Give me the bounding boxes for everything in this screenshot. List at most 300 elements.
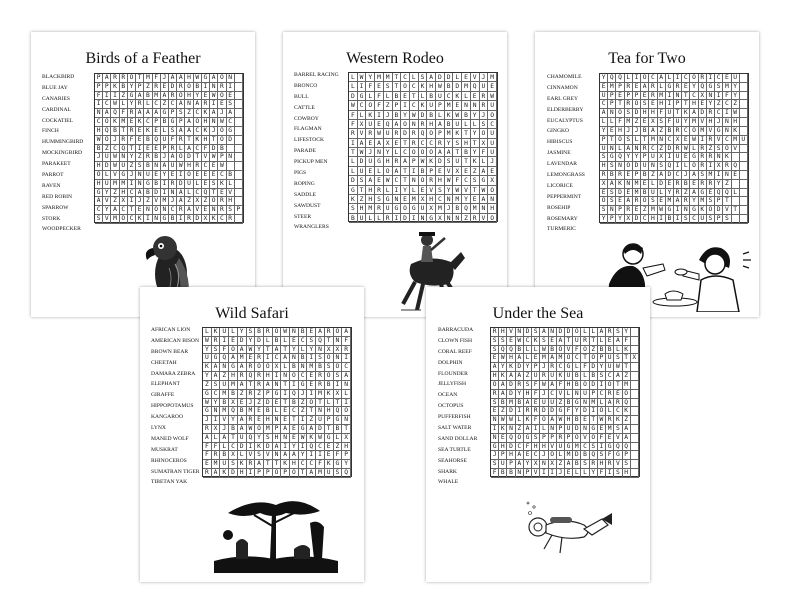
grid-cell: Q <box>616 74 624 83</box>
grid-cell: O <box>307 399 316 408</box>
grid-cell: O <box>488 214 497 223</box>
grid-cell: Z <box>255 390 264 399</box>
grid-cell: G <box>557 407 565 416</box>
grid-cell: H <box>488 204 497 213</box>
grid-cell: D <box>185 153 193 162</box>
grid-cell: M <box>307 363 316 372</box>
grid-cell: L <box>598 399 606 408</box>
word-list-item: LAVENDAR <box>547 161 578 168</box>
grid-row <box>203 451 351 460</box>
grid-cell: F <box>573 346 581 355</box>
grid-cell: R <box>699 162 707 171</box>
grid-cell: C <box>194 127 202 136</box>
grid-cell: H <box>499 443 507 452</box>
grid-cell: F <box>95 92 103 101</box>
grid-cell: T <box>462 157 471 166</box>
grid-cell <box>740 162 748 171</box>
grid-cell: R <box>427 176 436 185</box>
grid-cell: W <box>210 153 218 162</box>
grid-cell: R <box>349 129 358 138</box>
grid-cell: L <box>480 157 489 166</box>
grid-cell: Z <box>111 189 119 198</box>
grid-cell <box>740 109 748 118</box>
word-list-item: CHAMOMILE <box>547 74 582 80</box>
grid-cell: O <box>419 148 428 157</box>
grid-cell: Q <box>616 153 624 162</box>
grid-cell: U <box>674 153 682 162</box>
grid-cell: E <box>290 434 299 443</box>
grid-cell: I <box>227 83 235 92</box>
grid-cell: L <box>581 469 589 478</box>
grid-cell: I <box>375 111 384 120</box>
grid-cell: Y <box>690 83 698 92</box>
grid-cell: R <box>177 136 185 145</box>
grid-cell: O <box>488 186 497 195</box>
grid-cell: O <box>177 92 185 101</box>
grid-cell: S <box>212 346 221 355</box>
grid-cell: Q <box>732 162 740 171</box>
grid-cell: N <box>445 214 454 223</box>
grid-cell: I <box>95 100 103 109</box>
grid-cell: E <box>375 176 384 185</box>
grid-cell: I <box>247 443 256 452</box>
grid-cell: A <box>290 451 299 460</box>
grid-cell: A <box>281 425 290 434</box>
grid-cell: R <box>581 337 589 346</box>
grid-cell: Q <box>153 136 161 145</box>
grid-cell: B <box>462 148 471 157</box>
grid-cell: G <box>606 443 614 452</box>
grid-cell: L <box>375 167 384 176</box>
grid-cell: Q <box>608 74 616 83</box>
grid-cell <box>235 189 243 198</box>
grid-cell: N <box>290 328 299 337</box>
grid-cell: S <box>491 337 499 346</box>
grid-cell: K <box>723 153 731 162</box>
grid-cell: S <box>581 460 589 469</box>
grid-cell: D <box>436 73 445 82</box>
grid-cell: C <box>218 171 226 180</box>
grid-cell: I <box>393 186 402 195</box>
word-list-item: CINNAMON <box>547 84 578 91</box>
word-list-item: SEAHORSE <box>438 457 467 464</box>
grid-cell: R <box>153 83 161 92</box>
grid-cell: E <box>453 101 462 110</box>
grid-cell: D <box>590 381 598 390</box>
grid-cell: R <box>590 460 598 469</box>
grid-cell: I <box>349 139 358 148</box>
grid-cell: P <box>590 390 598 399</box>
grid-cell: X <box>658 153 666 162</box>
grid-cell: E <box>488 167 497 176</box>
grid-row <box>600 118 748 127</box>
grid-cell <box>740 127 748 136</box>
grid-row <box>349 176 497 185</box>
grid-cell <box>631 346 639 355</box>
grid-cell: A <box>136 109 144 118</box>
grid-cell: F <box>220 346 229 355</box>
grid-cell: D <box>590 363 598 372</box>
grid-cell: P <box>103 83 111 92</box>
grid-cell: N <box>120 153 128 162</box>
grid-cell: T <box>590 416 598 425</box>
grid-cell: Z <box>307 416 316 425</box>
grid-cell: I <box>707 162 715 171</box>
grid-cell: B <box>229 425 238 434</box>
grid-cell: G <box>393 204 402 213</box>
grid-cell: W <box>247 346 256 355</box>
grid-cell: O <box>616 136 624 145</box>
grid-cell: C <box>299 372 308 381</box>
grid-cell: H <box>95 127 103 136</box>
grid-cell: W <box>436 82 445 91</box>
grid-cell: M <box>229 381 238 390</box>
grid-cell: I <box>715 171 723 180</box>
grid-cell: N <box>649 162 657 171</box>
grid-cell: Z <box>334 443 343 452</box>
grid-cell: C <box>401 148 410 157</box>
letter-grid <box>202 327 352 477</box>
grid-cell: S <box>247 328 256 337</box>
grid-cell: F <box>316 460 325 469</box>
grid-cell: T <box>616 100 624 109</box>
grid-cell: R <box>674 83 682 92</box>
grid-row <box>95 145 243 154</box>
grid-cell: G <box>334 416 343 425</box>
grid-cell: V <box>153 197 161 206</box>
grid-cell: A <box>549 381 557 390</box>
grid-cell: I <box>358 82 367 91</box>
grid-cell: D <box>573 451 581 460</box>
grid-cell: R <box>625 206 633 215</box>
word-list-item: SHARK <box>438 468 457 475</box>
grid-cell: Z <box>144 83 152 92</box>
puzzle-title: Wild Safari <box>215 305 289 322</box>
word-list-item: MOCKINGBIRD <box>42 150 83 157</box>
grid-cell: K <box>220 469 229 478</box>
word-list-item: BLUE JAY <box>42 84 68 91</box>
grid-cell: Y <box>255 434 264 443</box>
grid-cell: M <box>606 425 614 434</box>
grid-cell: J <box>111 136 119 145</box>
grid-cell: K <box>325 460 334 469</box>
grid-cell: M <box>471 204 480 213</box>
grid-cell: W <box>203 337 212 346</box>
grid-cell: K <box>111 118 119 127</box>
grid-cell: C <box>227 118 235 127</box>
word-list-item: PARROT <box>42 172 64 179</box>
grid-cell: F <box>666 118 674 127</box>
grid-cell: J <box>218 109 226 118</box>
grid-cell: N <box>480 204 489 213</box>
grid-cell: P <box>273 425 282 434</box>
grid-cell: P <box>499 451 507 460</box>
grid-cell: P <box>264 469 273 478</box>
grid-cell: B <box>153 180 161 189</box>
grid-cell: I <box>177 215 185 224</box>
grid-row <box>600 180 748 189</box>
grid-cell: Y <box>682 118 690 127</box>
grid-cell: F <box>532 390 540 399</box>
grid-cell: C <box>682 127 690 136</box>
grid-cell: N <box>674 92 682 101</box>
grid-cell: M <box>264 425 273 434</box>
grid-cell: G <box>144 180 152 189</box>
grid-cell: S <box>227 100 235 109</box>
grid-cell <box>732 215 740 224</box>
grid-cell: W <box>299 434 308 443</box>
grid-cell: A <box>375 139 384 148</box>
grid-cell: B <box>290 399 299 408</box>
grid-cell: F <box>153 74 161 83</box>
savanna-tree-illustration <box>214 483 338 573</box>
grid-cell: E <box>366 167 375 176</box>
grid-cell: D <box>507 381 515 390</box>
grid-cell: I <box>281 390 290 399</box>
grid-cell: Q <box>699 83 707 92</box>
grid-cell: L <box>203 328 212 337</box>
grid-cell: O <box>218 136 226 145</box>
grid-cell: A <box>316 328 325 337</box>
grid-cell: C <box>581 443 589 452</box>
grid-cell: F <box>524 443 532 452</box>
grid-cell: Q <box>220 354 229 363</box>
grid-cell: R <box>723 162 731 171</box>
grid-cell: T <box>393 82 402 91</box>
grid-row <box>95 118 243 127</box>
word-list-item: SALT WATER <box>438 425 472 432</box>
grid-cell: J <box>540 390 548 399</box>
grid-row <box>491 425 639 434</box>
grid-cell: Y <box>203 346 212 355</box>
grid-cell: L <box>281 337 290 346</box>
grid-cell <box>732 180 740 189</box>
grid-cell: Y <box>194 92 202 101</box>
grid-cell: Q <box>590 451 598 460</box>
word-list-item: AFRICAN LION <box>151 327 191 333</box>
grid-cell: A <box>614 337 622 346</box>
grid-cell: C <box>316 443 325 452</box>
grid-cell <box>631 407 639 416</box>
grid-cell: C <box>229 443 238 452</box>
grid-cell: T <box>410 92 419 101</box>
grid-cell: Y <box>499 363 507 372</box>
grid-row <box>203 354 351 363</box>
grid-cell: K <box>453 92 462 101</box>
grid-cell: C <box>723 100 731 109</box>
grid-cell: R <box>674 127 682 136</box>
grid-cell: S <box>608 197 616 206</box>
grid-cell: N <box>342 381 351 390</box>
word-list-item: CHEETAH <box>151 359 177 366</box>
grid-cell: R <box>212 451 221 460</box>
grid-cell: K <box>307 434 316 443</box>
grid-cell: A <box>401 157 410 166</box>
grid-cell: E <box>682 136 690 145</box>
grid-cell: N <box>316 346 325 355</box>
grid-row <box>491 469 639 478</box>
grid-cell: W <box>419 157 428 166</box>
grid-cell: R <box>227 215 235 224</box>
grid-cell: M <box>247 407 256 416</box>
grid-cell: W <box>375 129 384 138</box>
grid-cell: L <box>185 189 193 198</box>
grid-cell: W <box>203 399 212 408</box>
grid-cell: D <box>633 109 641 118</box>
grid-cell: R <box>384 214 393 223</box>
grid-cell: P <box>532 363 540 372</box>
grid-cell: Z <box>707 145 715 154</box>
grid-cell: E <box>203 460 212 469</box>
grid-cell: Y <box>128 83 136 92</box>
grid-cell: T <box>623 354 631 363</box>
grid-cell: N <box>491 434 499 443</box>
grid-cell: D <box>616 189 624 198</box>
grid-cell: U <box>600 145 608 154</box>
grid-cell: S <box>334 469 343 478</box>
grid-cell: H <box>227 197 235 206</box>
grid-cell: A <box>177 189 185 198</box>
grid-cell: U <box>488 139 497 148</box>
word-list-item: WOODPECKER <box>42 226 81 233</box>
grid-cell: H <box>658 100 666 109</box>
grid-cell: S <box>436 186 445 195</box>
grid-cell <box>740 171 748 180</box>
grid-cell: Z <box>658 145 666 154</box>
grid-cell: R <box>177 206 185 215</box>
grid-row <box>95 136 243 145</box>
grid-cell: R <box>625 83 633 92</box>
grid-cell: P <box>153 118 161 127</box>
grid-cell: U <box>103 180 111 189</box>
grid-cell: U <box>557 443 565 452</box>
grid-cell: J <box>540 451 548 460</box>
puzzle-title: Under the Sea <box>492 305 584 322</box>
grid-cell: N <box>491 416 499 425</box>
grid-cell <box>740 215 748 224</box>
grid-cell: G <box>325 434 334 443</box>
grid-cell: A <box>445 148 454 157</box>
grid-cell: S <box>453 139 462 148</box>
grid-cell: O <box>590 434 598 443</box>
word-list-item: CATTLE <box>294 104 315 111</box>
grid-cell: U <box>220 460 229 469</box>
grid-cell: A <box>674 197 682 206</box>
grid-cell: G <box>427 214 436 223</box>
grid-cell: P <box>218 153 226 162</box>
grid-cell: N <box>334 337 343 346</box>
grid-cell: D <box>358 157 367 166</box>
grid-cell: R <box>641 145 649 154</box>
grid-cell: G <box>491 443 499 452</box>
word-list-item: PARADE <box>294 148 316 155</box>
grid-cell: H <box>264 416 273 425</box>
grid-cell: M <box>161 197 169 206</box>
grid-cell: R <box>625 100 633 109</box>
grid-cell: T <box>307 407 316 416</box>
grid-cell: G <box>375 157 384 166</box>
grid-cell: P <box>557 425 565 434</box>
grid-cell: R <box>247 363 256 372</box>
grid-row <box>600 136 748 145</box>
grid-cell: W <box>614 363 622 372</box>
grid-cell <box>631 328 639 337</box>
grid-cell: F <box>203 443 212 452</box>
grid-cell: X <box>325 346 334 355</box>
grid-cell: O <box>290 469 299 478</box>
grid-cell: E <box>524 451 532 460</box>
grid-cell: H <box>120 189 128 198</box>
word-list-item: CORAL REEF <box>438 348 472 355</box>
grid-cell: V <box>462 186 471 195</box>
grid-cell: D <box>349 176 358 185</box>
grid-cell: V <box>707 127 715 136</box>
grid-cell: Y <box>212 399 221 408</box>
grid-cell: E <box>549 337 557 346</box>
grid-cell: S <box>255 451 264 460</box>
grid-cell: M <box>723 83 731 92</box>
grid-cell: M <box>649 206 657 215</box>
grid-cell: E <box>600 83 608 92</box>
grid-cell: L <box>299 346 308 355</box>
grid-cell: Y <box>290 443 299 452</box>
grid-cell: T <box>682 92 690 101</box>
grid-cell: O <box>623 390 631 399</box>
grid-cell: K <box>203 363 212 372</box>
grid-cell: L <box>581 372 589 381</box>
grid-cell: D <box>715 206 723 215</box>
grid-row <box>203 443 351 452</box>
grid-cell: X <box>649 118 657 127</box>
grid-row <box>203 416 351 425</box>
grid-cell: C <box>194 109 202 118</box>
grid-cell: U <box>453 157 462 166</box>
grid-cell: V <box>480 214 489 223</box>
grid-cell: L <box>732 189 740 198</box>
grid-cell: P <box>436 129 445 138</box>
grid-cell: O <box>690 127 698 136</box>
grid-cell: C <box>557 363 565 372</box>
grid-cell: E <box>641 180 649 189</box>
grid-cell: Y <box>401 111 410 120</box>
grid-cell: E <box>273 399 282 408</box>
grid-cell: A <box>342 372 351 381</box>
grid-cell: P <box>436 101 445 110</box>
grid-cell: U <box>600 92 608 101</box>
grid-cell: Q <box>715 189 723 198</box>
grid-cell: D <box>658 180 666 189</box>
grid-cell: T <box>128 145 136 154</box>
grid-cell: I <box>307 451 316 460</box>
grid-cell: K <box>499 372 507 381</box>
grid-cell: Y <box>161 171 169 180</box>
grid-cell: P <box>674 100 682 109</box>
grid-cell: R <box>699 74 707 83</box>
grid-cell: S <box>625 109 633 118</box>
grid-cell: L <box>103 171 111 180</box>
grid-cell: R <box>128 109 136 118</box>
grid-cell: U <box>649 189 657 198</box>
grid-cell: A <box>625 197 633 206</box>
grid-cell: O <box>264 363 273 372</box>
grid-cell: K <box>218 180 226 189</box>
grid-cell: H <box>732 118 740 127</box>
grid-cell: R <box>393 129 402 138</box>
grid-cell: L <box>120 100 128 109</box>
grid-cell: N <box>185 100 193 109</box>
grid-cell: E <box>325 443 334 452</box>
word-list-item: WHALE <box>438 479 459 486</box>
